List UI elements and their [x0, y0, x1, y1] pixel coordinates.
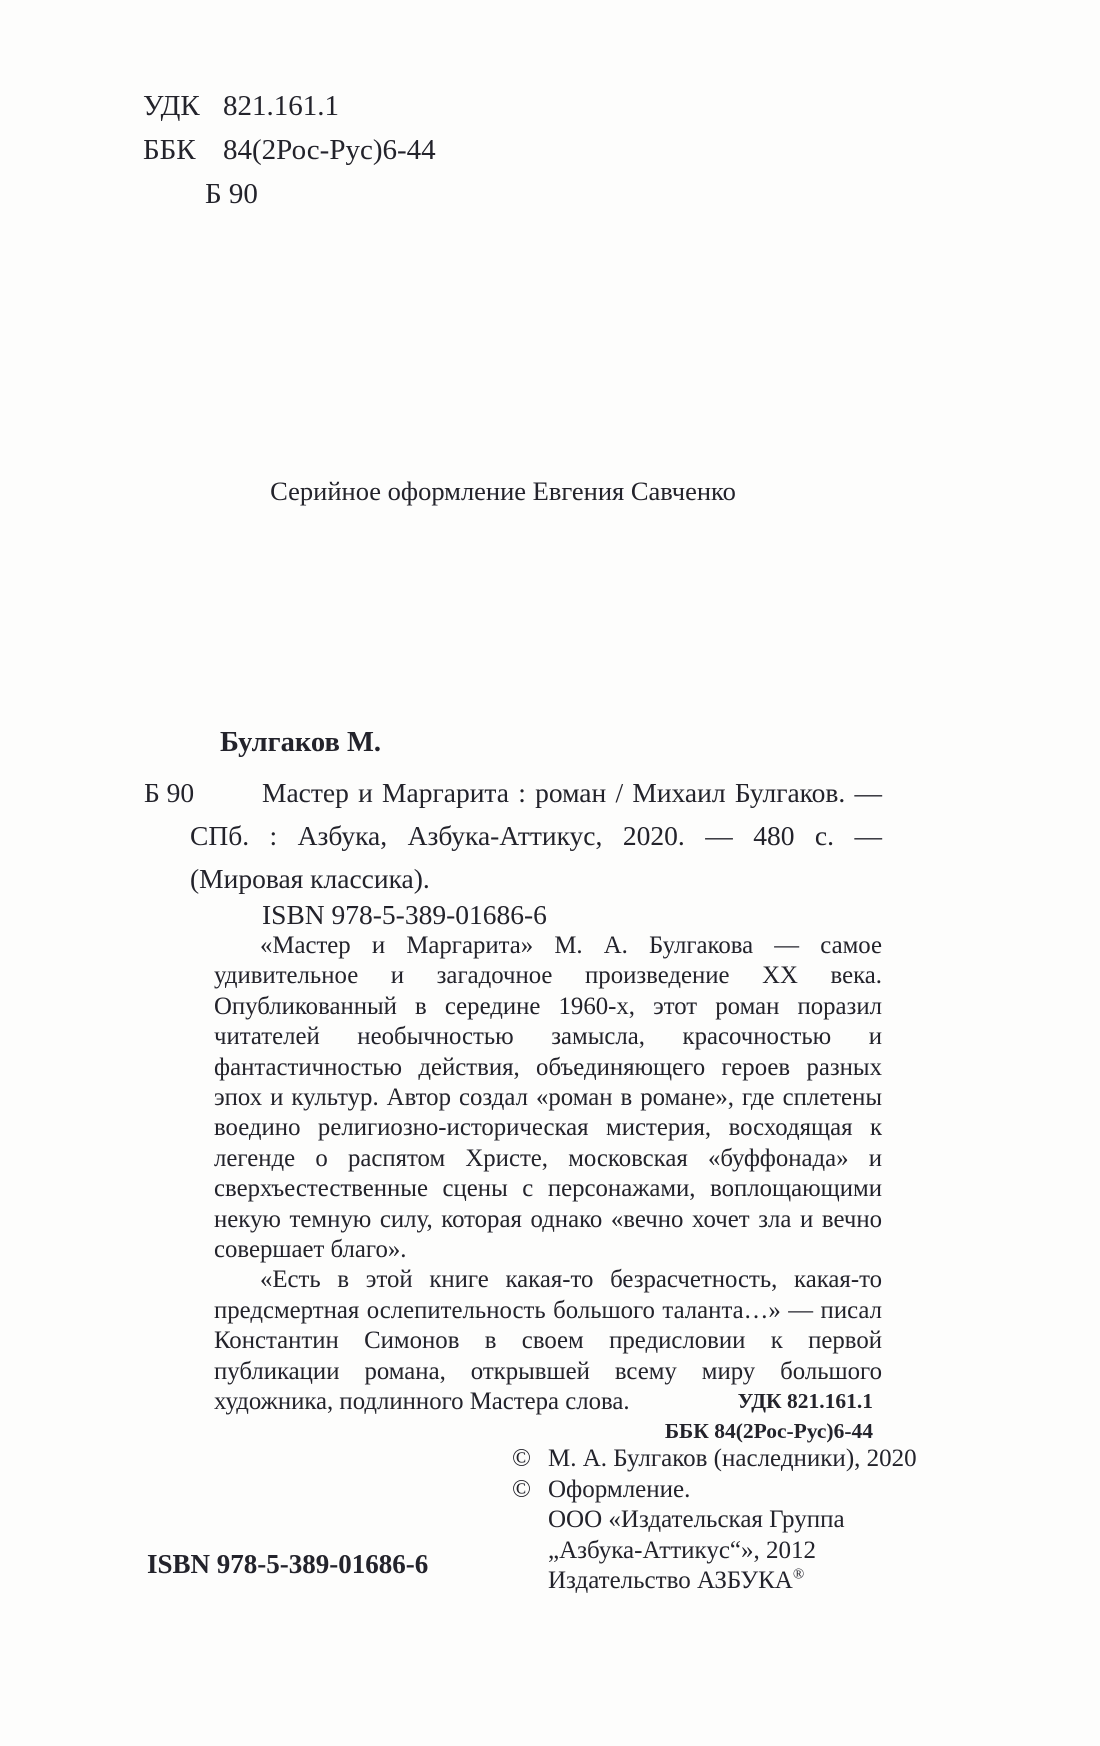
author-sign-code-card: Б 90 [144, 777, 195, 808]
annotation-block [214, 931, 882, 1418]
top-classification-codes [143, 84, 436, 216]
bbk-label: ББК [143, 134, 196, 166]
copyright-symbol: © [512, 1445, 531, 1472]
author-sign-code-top: Б 90 [205, 178, 258, 210]
bibliographic-description: Мастер и Маргарита : роман / Михаил Булгаков. — СПб. : Азбука, Азбука-Аттикус, 2020. — 480 с. — (Мировая классика). [190, 777, 882, 894]
copyright-block [512, 1444, 917, 1597]
udk-label: УДК [143, 90, 200, 122]
bbk-code-right: ББК 84(2Рос-Рус)6-44 [664, 1419, 873, 1443]
copyright-design-text: Оформление. [548, 1475, 691, 1503]
copyright-line-design [512, 1475, 917, 1506]
copyright-line-author [512, 1444, 917, 1475]
udk-value: 821.161.1 [223, 90, 339, 122]
copyright-author-text: М. А. Булгаков (наследники), 2020 [548, 1445, 917, 1472]
registered-trademark-mark: ® [792, 1566, 805, 1583]
bbk-code-row [143, 128, 436, 172]
publisher-group-line-1: ООО «Издательская Группа [548, 1506, 845, 1533]
series-design-credit: Серийное оформление Евгения Савченко [270, 476, 736, 506]
annotation-paragraph-2: «Есть в этой книге какая-то безрасчетность, какая-то предсмертная ослепительность большого таланта…» — писал Константин Симонов в своем предисловии к первой публикации романа, открывшей всему миру большого художника, подлинного Мастера слова. [214, 1266, 882, 1416]
bbk-value: 84(2Рос-Рус)6-44 [223, 134, 436, 166]
copyright-symbol: © [512, 1475, 531, 1503]
publisher-name-line [512, 1566, 917, 1597]
catalog-entry [144, 771, 882, 900]
udk-code-row [143, 84, 436, 128]
catalog-author-heading: Булгаков М. [220, 727, 381, 758]
publisher-name: Издательство АЗБУКА [548, 1567, 793, 1594]
isbn-bottom: ISBN 978-5-389-01686-6 [147, 1549, 429, 1579]
udk-code-right: УДК 821.161.1 [737, 1389, 873, 1413]
publisher-group-line-2: „Азбука-Аттикус“», 2012 [548, 1536, 817, 1564]
catalog-isbn: ISBN 978-5-389-01686-6 [262, 899, 547, 930]
annotation-paragraph-1: «Мастер и Маргарита» М. А. Булгакова — самое удивительное и загадочное произведение XX века. Опубликованный в середине 1960-х, этот роман поразил читателей необычностью замысла, красочностью и фантастичностью действия, объединяющего героев разных эпох и культур. Автор создал «роман в романе», где сплетены воедино религиозно-историческая мистерия, восходящая к легенде о распятом Христе, московская «буффонада» и сверхъестественные сцены с персонажами, воплощающими некую темную силу, которая однако «вечно хочет зла и вечно совершает благо». [214, 932, 882, 1264]
classification-codes-right [500, 1386, 873, 1446]
